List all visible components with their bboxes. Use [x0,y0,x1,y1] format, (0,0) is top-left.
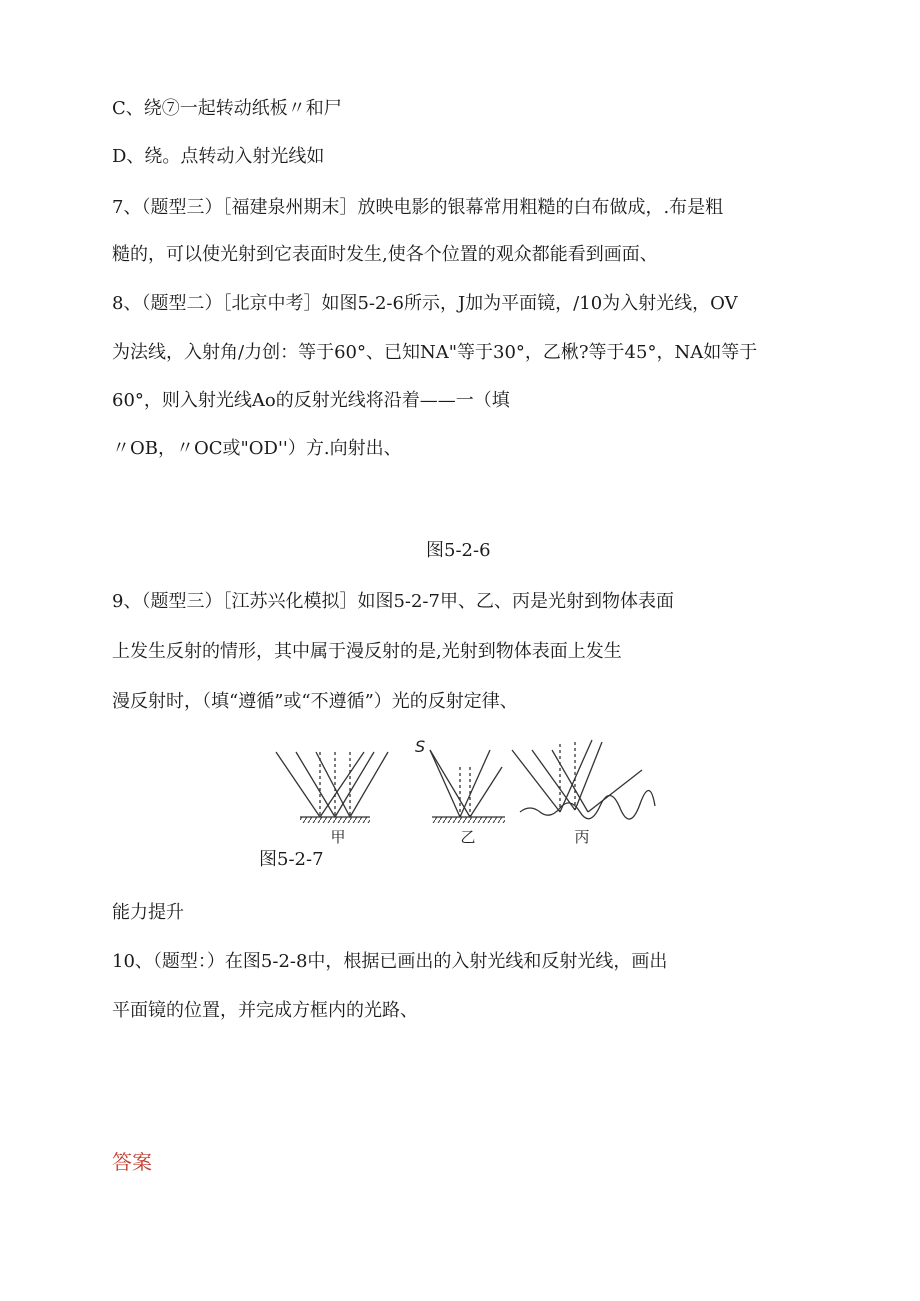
question-9-line-1: 9、（题型三）［江苏兴化模拟］如图5-2-7甲、乙、丙是光射到物体表面 [112,591,674,612]
panel-label-jia: 甲 [330,828,346,846]
panel-label-bing: 丙 [574,828,590,846]
question-9-line-2: 上发生反射的情形，其中属于漫反射的是,光射到物体表面上发生 [112,641,622,662]
question-10-line-1: 10、（题型：）在图5-2-8中，根据已画出的入射光线和反射光线，画出 [112,951,668,972]
question-d-option: D、绕。点转动入射光线如 [112,146,325,167]
figure-5-2-6-caption: 图5-2-6 [426,540,491,561]
section-heading: 能力提升 [112,902,184,923]
question-8-line-3: 60°，则入射光线Ao的反射光线将沿着——一（填 [112,390,510,411]
panel-point-source [430,750,505,823]
question-8-line-4: 〃OB，〃OC或"OD''）方.向射出、 [112,438,402,459]
panel-diffuse [512,740,655,819]
panel-label-yi: 乙 [460,828,476,846]
answer-heading: 答案 [112,1150,152,1174]
panel-specular [276,752,388,823]
question-7-line-1: 7、（题型三）［福建泉州期末］放映电影的银幕常用粗糙的白布做成，.布是粗 [112,197,724,218]
question-c-option: C、绕⑦一起转动纸板〃和尸 [112,98,342,119]
source-label: S [415,737,426,756]
question-8-line-1: 8、（题型二）［北京中考］如图5-2-6所示，J加为平面镜，/10为入射光线，OV [112,293,738,314]
question-8-line-2: 为法线，入射角/力创：等于60°、已知NA"等于30°，乙楸?等于45°，NA如等于 [112,342,758,363]
question-7-line-2: 糙的，可以使光射到它表面时发生,使各个位置的观众都能看到画面、 [112,244,658,265]
figure-5-2-7-caption: 图5-2-7 [259,849,324,870]
reflection-figure [270,732,660,847]
question-10-line-2: 平面镜的位置，并完成方框内的光路、 [112,1000,418,1021]
question-9-line-3: 漫反射时，（填“遵循”或“不遵循”）光的反射定律、 [112,691,518,712]
